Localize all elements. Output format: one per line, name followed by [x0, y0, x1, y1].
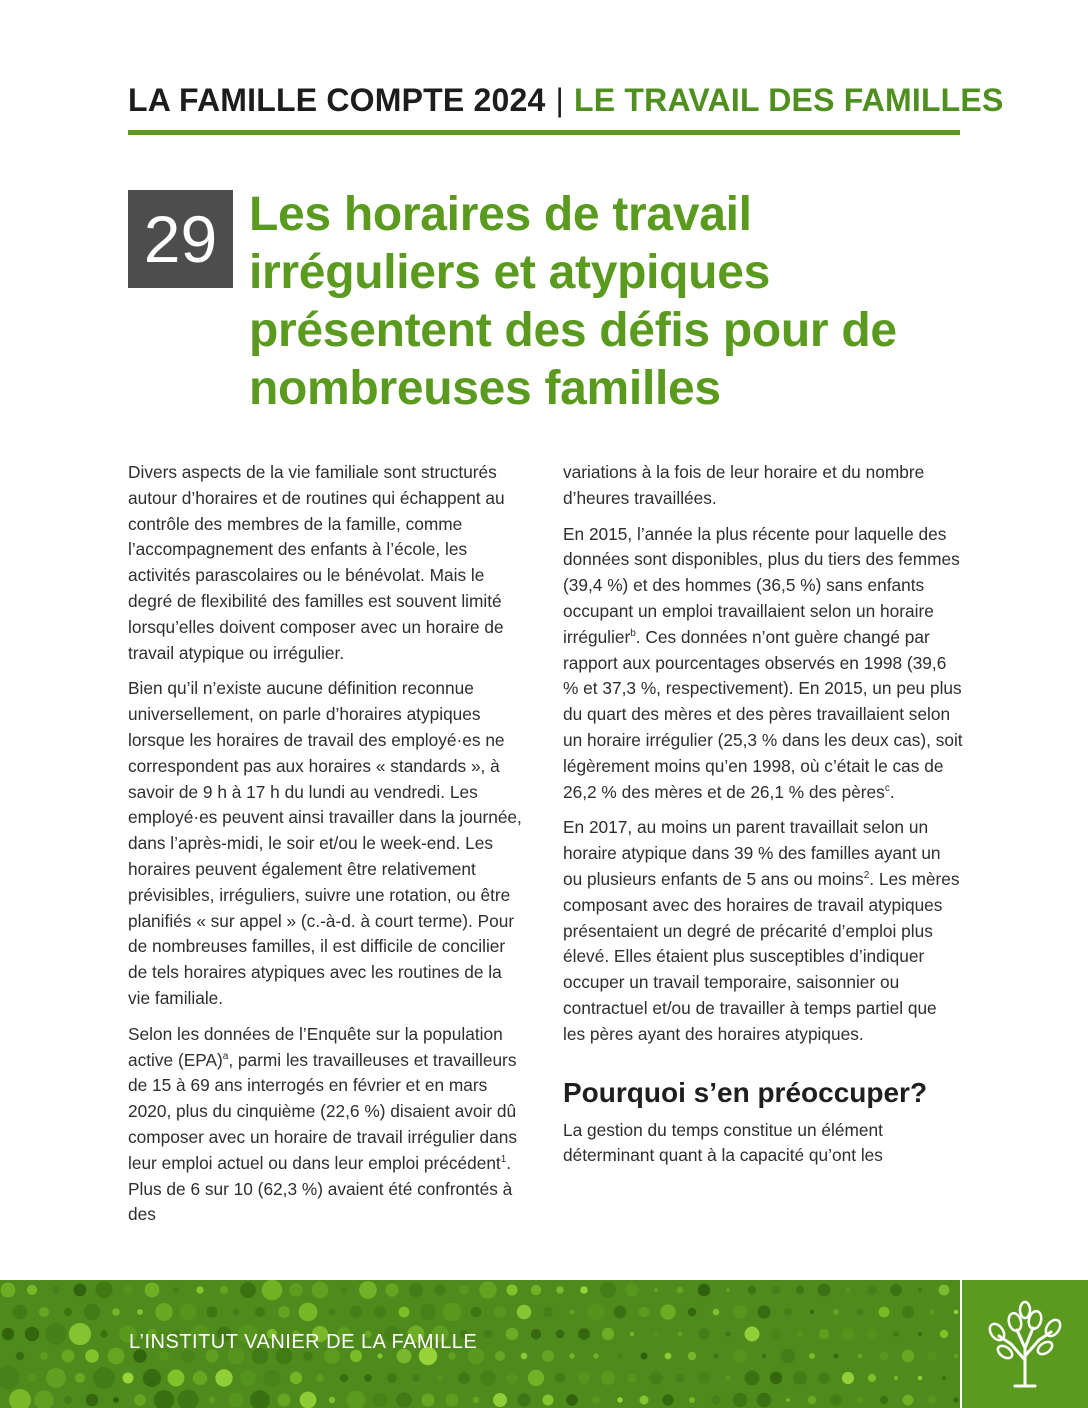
header-section-title: LE TRAVAIL DES FAMILLES [574, 82, 1004, 118]
footnote-ref: b [630, 628, 636, 640]
footnote-ref: 1 [500, 1153, 507, 1165]
header-separator: | [555, 82, 565, 118]
paragraph: En 2017, au moins un parent travaillait selon un horaire atypique dans 39 % des familles ayant un ou plusieurs enfants de 5 ans ou moins$^2$. Les mères composant avec des horaires de travail atypiques présentaient un degré de précarité d’emploi plus élevé. Elles étaient plus susceptibles d’indiquer occuper un travail temporaire, saisonnier ou contractuel et/ou de travailler à temps partiel que les pères ayant des horaires atypiques. [563, 817, 960, 1044]
paragraph: La gestion du temps constitue un élément déterminant quant à la capacité qu’ont les [563, 1119, 883, 1166]
left-column [128, 460, 528, 1238]
header-report-title: LA FAMILLE COMPTE 2024 [128, 82, 546, 118]
paragraph: Selon les données de l’Enquête sur la population active (EPA)$^a$, parmi les travailleuses et travailleurs de 15 à 69 ans interrogés en février et en mars 2020, plus du cinquième (22,6 %) disaient avoir dû composer avec un horaire de travail irrégulier dans leur emploi actuel ou dans leur emploi précédent$^1$. Plus de 6 sur 10 (62,3 %) avaient été confrontés à des [128, 1023, 518, 1225]
tree-icon [987, 1300, 1063, 1388]
paragraph: Divers aspects de la vie familiale sont structurés autour d’horaires et de routines qui échappent au contrôle des membres de la famille, comme l’accompagnement des enfants à l’école, les activités parascolaires ou le bénévolat. Mais le degré de flexibilité des familles est souvent limité lorsqu’elles doivent composer avec un horaire de travail atypique ou irrégulier. [128, 462, 505, 663]
footnote-ref: 2 [863, 870, 870, 882]
indicator-number: 29 [128, 190, 233, 288]
right-column [563, 460, 963, 1179]
paragraph: Bien qu’il n’existe aucune définition reconnue universellement, on parle d’horaires atypiques lorsque les horaires de travail des employé·es ne correspondent pas aux horaires « standards », à savoir de 9 h à 17 h du lundi au vendredi. Les employé·es peuvent ainsi travailler dans la journée, dans l’après-midi, le soir et/ou le week-end. Les horaires peuvent également être relativement prévisibles, irréguliers, suivre une rotation, ou être planifiés « sur appel » (c.-à-d. à court terme). Pour de nombreuses familles, il est difficile de concilier de tels horaires atypiques avec les routines de la vie familiale. [128, 678, 522, 1008]
footer-institute-name: L’INSTITUT VANIER DE LA FAMILLE [129, 1331, 478, 1353]
running-header [128, 82, 1004, 119]
footnote-ref: a [222, 1050, 229, 1062]
footnote-ref: c [884, 782, 890, 794]
paragraph: En 2015, l’année la plus récente pour laquelle des données sont disponibles, plus du tiers des femmes (39,4 %) et des hommes (36,5 %) sans enfants occupant un emploi travaillaient selon un horaire irrégulier$^b$. Ces données n’ont guère changé par rapport aux pourcentages observés en 1998 (39,6 % et 37,3 %, respectivement). En 2015, un peu plus du quart des mères et des pères travaillaient selon un horaire irrégulier (25,3 % dans les deux cas), soit légèrement moins qu’en 1998, où c’était le cas de 26,2 % des mères et de 26,1 % des pères$^c$. [563, 523, 963, 802]
header-rule [128, 130, 960, 135]
section-heading: Pourquoi s’en préoccuper? [563, 1076, 928, 1108]
page-title: Les horaires de travail irréguliers et atypiques présentent des défis pour de nombreuses familles [249, 188, 897, 415]
paragraph: variations à la fois de leur horaire et du nombre d’heures travaillées. [563, 462, 925, 508]
footer-logo [962, 1280, 1088, 1408]
